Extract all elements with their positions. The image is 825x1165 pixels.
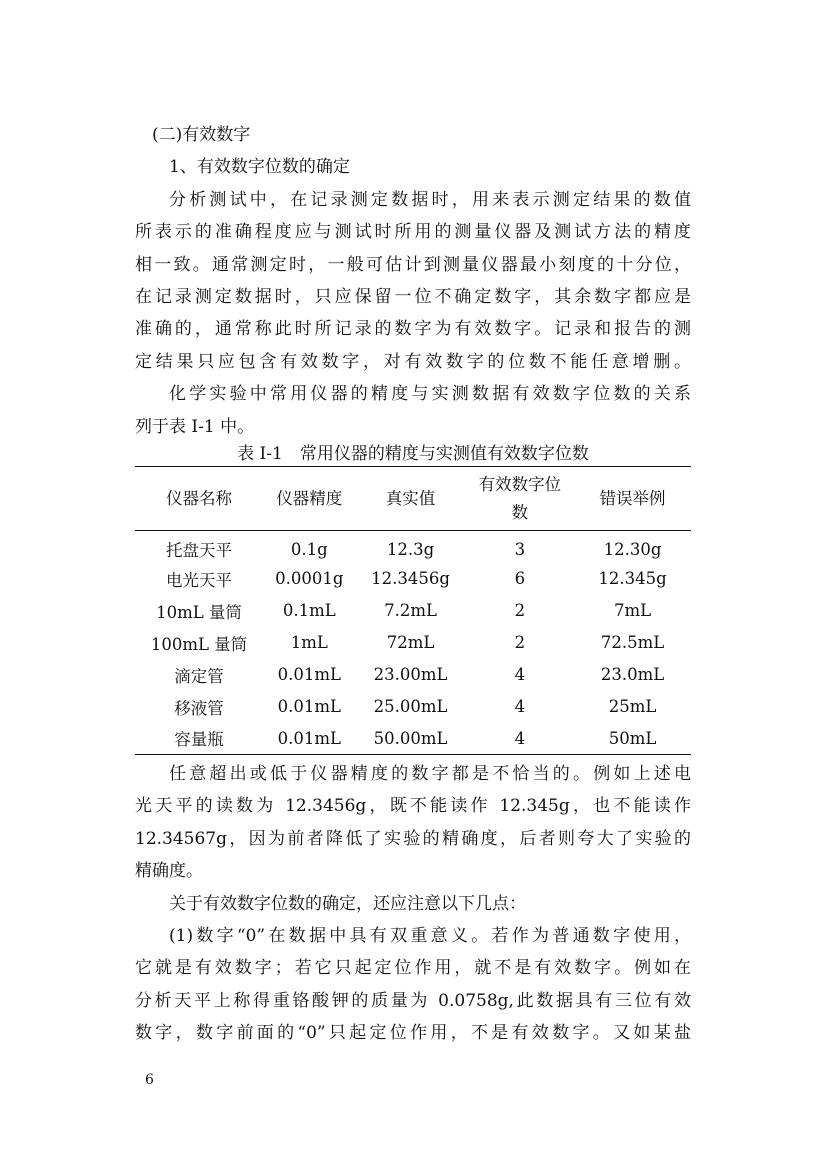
table-cell: 72mL — [386, 633, 435, 652]
text-line: 关于有效数字位数的确定，还应注意以下几点： — [169, 893, 526, 914]
table-cell: 12.3456g — [371, 569, 450, 588]
header-instrument-name: 仪器名称 — [135, 467, 263, 531]
table-row — [135, 723, 691, 755]
table-cell: 4 — [514, 697, 526, 716]
text-line: 数字，数字前面的“0”只起定位作用，不是有效数字。又如某盐 — [135, 1023, 691, 1044]
table-cell: 7.2mL — [384, 601, 437, 620]
body-text — [135, 758, 691, 1050]
intro-text — [135, 119, 691, 443]
table-cell: 6 — [514, 569, 526, 588]
header-precision: 仪器精度 — [263, 467, 356, 531]
text-line: 准确的，通常称此时所记录的数字为有效数字。记录和报告的测 — [135, 319, 691, 340]
text-line: 在记录测定数据时，只应保留一位不确定数字，其余数字都应是 — [135, 286, 691, 307]
header-error-example: 错误举例 — [574, 467, 691, 531]
text-line: 化学实验中常用仪器的精度与实测数据有效数字位数的关系 — [169, 384, 691, 405]
text-line: 光天平的读数为 12.3456g，既不能读作 12.345g，也不能读作 — [135, 796, 691, 817]
table-cell: 3 — [514, 539, 526, 559]
text-line: 分析天平上称得重铬酸钾的质量为 0.0758g,此数据具有三位有效 — [135, 990, 691, 1011]
table-cell: 12.3g — [386, 539, 435, 559]
text-line: 精确度。 — [135, 861, 203, 882]
precision-table — [135, 466, 691, 755]
table-cell: 0.01mL — [277, 697, 341, 716]
table-cell: 2 — [514, 601, 526, 620]
table-cell: 7mL — [613, 601, 652, 620]
header-significant-digits — [466, 467, 575, 531]
table-cell: 4 — [514, 665, 526, 684]
table-cell: 72.5mL — [600, 633, 665, 652]
text-line: 分析测试中，在记录测定数据时，用来表示测定结果的数值 — [169, 189, 691, 210]
text-line: 12.34567g，因为前者降低了实验的精确度，后者则夸大了实验的 — [135, 828, 691, 849]
table-cell: 25.00mL — [373, 697, 448, 716]
table-cell: 移液管 — [174, 698, 224, 718]
table-cell: 0.01mL — [277, 665, 341, 684]
table-row — [135, 595, 691, 627]
table-row — [135, 563, 691, 595]
table-row — [135, 627, 691, 659]
table-cell: 12.30g — [603, 539, 662, 559]
table-caption: 表 I-1 常用仪器的精度与实测值有效数字位数 — [237, 444, 589, 464]
table-cell: 4 — [514, 728, 526, 748]
text-line: 列于表 I-1 中。 — [135, 416, 255, 437]
table-cell: 0.1mL — [282, 601, 336, 620]
table-cell: 25mL — [608, 697, 657, 716]
table-header-row — [135, 467, 691, 531]
table-cell: 23.0mL — [600, 665, 665, 684]
table-cell: 容量瓶 — [174, 730, 224, 750]
text-line: 1、有效数字位数的确定 — [169, 157, 350, 178]
table-row — [135, 531, 691, 563]
text-line: 它就是有效数字；若它只起定位作用，就不是有效数字。例如在 — [135, 958, 691, 979]
page-number: 6 — [145, 1072, 154, 1088]
table-container — [135, 466, 691, 755]
text-line: 定结果只应包含有效数字，对有效数字的位数不能任意增删。 — [135, 351, 691, 372]
table-cell: 23.00mL — [373, 665, 448, 684]
table-body — [135, 531, 691, 755]
table-cell: 50.00mL — [373, 728, 448, 748]
table-row — [135, 691, 691, 723]
text-line: 任意超出或低于仪器精度的数字都是不恰当的。例如上述电 — [169, 764, 691, 784]
table-cell: 托盘天平 — [166, 541, 232, 561]
text-line: (1)数字“0”在数据中具有双重意义。若作为普通数字使用， — [169, 925, 691, 946]
table-cell: 0.0001g — [275, 569, 344, 588]
header-significant-digits-text: 有效数字位数 — [478, 474, 562, 522]
table-cell: 1mL — [290, 633, 328, 652]
text-line: (二)有效数字 — [152, 125, 251, 145]
table-cell: 10mL 量筒 — [156, 602, 242, 622]
table-cell: 0.1g — [290, 539, 328, 559]
table-cell: 2 — [514, 633, 526, 652]
table-cell: 50mL — [608, 728, 657, 748]
header-true-value: 真实值 — [356, 467, 466, 531]
text-line: 所表示的准确程度应与测试时所用的测量仪器及测试方法的精度 — [135, 222, 691, 243]
table-cell: 12.345g — [598, 569, 667, 588]
table-cell: 滴定管 — [174, 666, 224, 686]
table-row — [135, 659, 691, 691]
table-cell: 100mL 量筒 — [150, 634, 248, 654]
text-line: 相一致。通常测定时，一般可估计到测量仪器最小刻度的十分位， — [135, 254, 691, 275]
table-cell: 电光天平 — [166, 570, 232, 590]
table-cell: 0.01mL — [277, 728, 341, 748]
